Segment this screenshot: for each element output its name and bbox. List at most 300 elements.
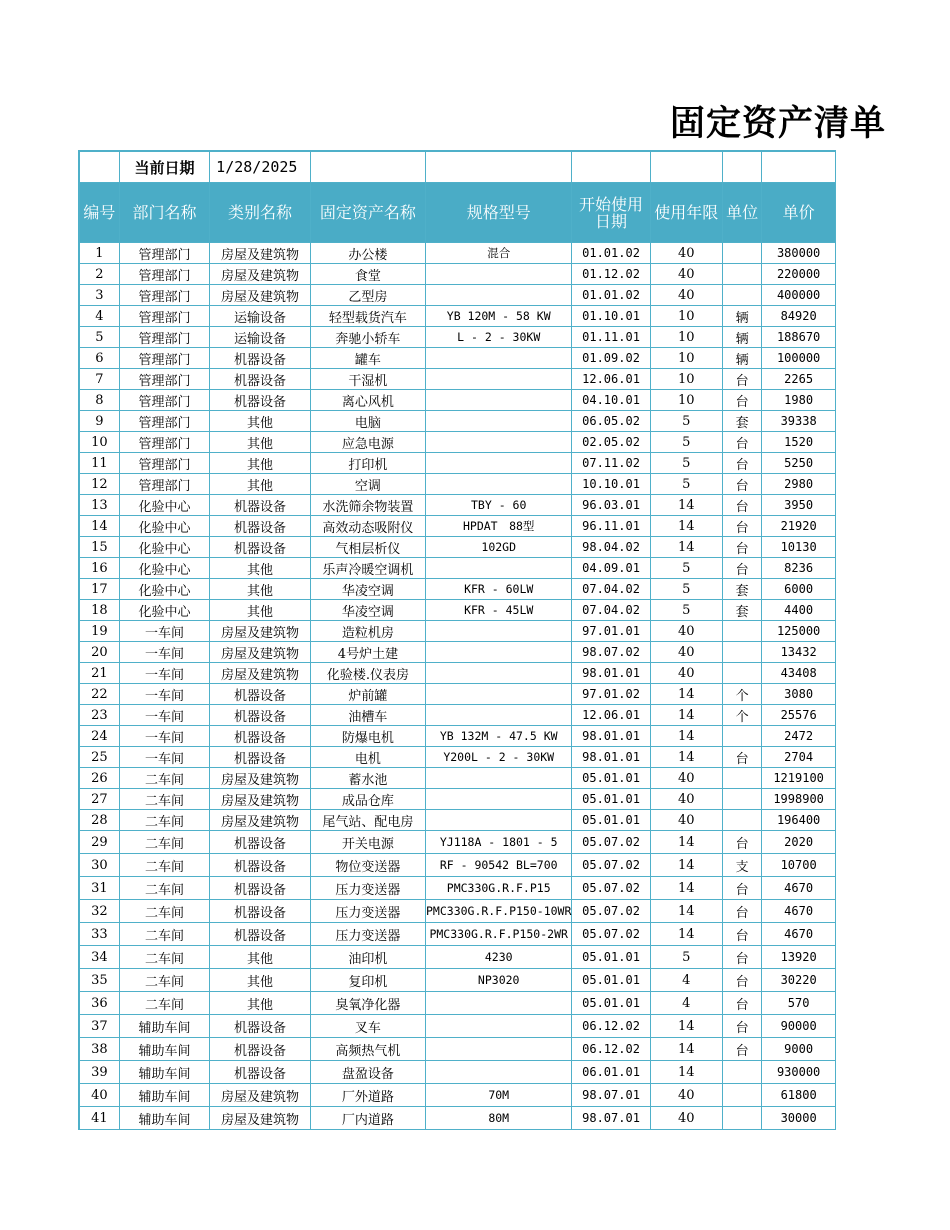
cell-start-date[interactable]: 07.04.02 [572, 600, 650, 621]
cell-category[interactable]: 房屋及建筑物 [210, 768, 311, 789]
cell-spec[interactable] [426, 1015, 572, 1038]
cell-department[interactable]: 一车间 [119, 684, 209, 705]
cell-spec[interactable] [426, 684, 572, 705]
cell-asset-name[interactable]: 物位变送器 [310, 854, 425, 877]
cell-spec[interactable]: 4230 [426, 946, 572, 969]
cell-start-date[interactable]: 05.07.02 [572, 854, 650, 877]
cell-spec[interactable] [426, 453, 572, 474]
cell-asset-name[interactable]: 油槽车 [310, 705, 425, 726]
cell-department[interactable]: 辅助车间 [119, 1038, 209, 1061]
cell-department[interactable]: 管理部门 [119, 264, 209, 285]
cell-id[interactable]: 28 [79, 810, 119, 831]
cell-unit-price[interactable]: 3080 [762, 684, 836, 705]
cell-category[interactable]: 房屋及建筑物 [210, 621, 311, 642]
cell-category[interactable]: 其他 [210, 600, 311, 621]
cell-id[interactable]: 3 [79, 285, 119, 306]
cell-unit[interactable]: 台 [722, 390, 761, 411]
cell-unit[interactable]: 台 [722, 537, 761, 558]
cell-id[interactable]: 14 [79, 516, 119, 537]
cell-start-date[interactable]: 05.07.02 [572, 831, 650, 854]
cell-department[interactable]: 管理部门 [119, 453, 209, 474]
cell-department[interactable]: 一车间 [119, 726, 209, 747]
cell-id[interactable]: 31 [79, 877, 119, 900]
cell-asset-name[interactable]: 气相层析仪 [310, 537, 425, 558]
cell-unit[interactable]: 支 [722, 854, 761, 877]
cell-department[interactable]: 辅助车间 [119, 1015, 209, 1038]
cell-id[interactable]: 18 [79, 600, 119, 621]
cell-unit[interactable]: 台 [722, 432, 761, 453]
cell-category[interactable]: 其他 [210, 946, 311, 969]
cell-department[interactable]: 化验中心 [119, 495, 209, 516]
cell-unit[interactable]: 台 [722, 558, 761, 579]
cell-id[interactable]: 35 [79, 969, 119, 992]
cell-asset-name[interactable]: 高效动态吸附仪 [310, 516, 425, 537]
cell-unit[interactable]: 台 [722, 969, 761, 992]
cell-start-date[interactable]: 98.01.01 [572, 663, 650, 684]
cell-spec[interactable]: PMC330G.R.F.P150-2WR [426, 923, 572, 946]
cell-category[interactable]: 机器设备 [210, 537, 311, 558]
cell-useful-life[interactable]: 14 [650, 537, 722, 558]
cell-start-date[interactable]: 97.01.01 [572, 621, 650, 642]
cell-useful-life[interactable]: 5 [650, 432, 722, 453]
cell-spec[interactable] [426, 642, 572, 663]
cell-unit[interactable]: 套 [722, 600, 761, 621]
cell-useful-life[interactable]: 5 [650, 579, 722, 600]
cell-unit[interactable] [722, 1084, 761, 1107]
cell-unit[interactable] [722, 285, 761, 306]
cell-id[interactable]: 23 [79, 705, 119, 726]
cell-unit[interactable]: 辆 [722, 327, 761, 348]
cell-category[interactable]: 机器设备 [210, 495, 311, 516]
cell-category[interactable]: 机器设备 [210, 877, 311, 900]
cell-start-date[interactable]: 06.12.02 [572, 1038, 650, 1061]
cell-category[interactable]: 其他 [210, 992, 311, 1015]
cell-id[interactable]: 8 [79, 390, 119, 411]
cell-unit-price[interactable]: 84920 [762, 306, 836, 327]
cell-start-date[interactable]: 04.09.01 [572, 558, 650, 579]
cell-spec[interactable] [426, 369, 572, 390]
cell-useful-life[interactable]: 14 [650, 854, 722, 877]
cell-unit[interactable]: 台 [722, 453, 761, 474]
cell-unit[interactable]: 个 [722, 705, 761, 726]
cell-useful-life[interactable]: 14 [650, 684, 722, 705]
cell-unit-price[interactable]: 4670 [762, 900, 836, 923]
cell-asset-name[interactable]: 压力变送器 [310, 923, 425, 946]
cell-spec[interactable]: PMC330G.R.F.P15 [426, 877, 572, 900]
cell-unit-price[interactable]: 30000 [762, 1107, 836, 1130]
cell-department[interactable]: 辅助车间 [119, 1107, 209, 1130]
cell-department[interactable]: 化验中心 [119, 558, 209, 579]
cell-spec[interactable] [426, 663, 572, 684]
cell-start-date[interactable]: 04.10.01 [572, 390, 650, 411]
cell-category[interactable]: 机器设备 [210, 390, 311, 411]
cell-spec[interactable] [426, 432, 572, 453]
cell-id[interactable]: 38 [79, 1038, 119, 1061]
cell-unit-price[interactable]: 43408 [762, 663, 836, 684]
cell-id[interactable]: 16 [79, 558, 119, 579]
cell-unit[interactable]: 套 [722, 411, 761, 432]
cell-category[interactable]: 机器设备 [210, 705, 311, 726]
cell-start-date[interactable]: 05.01.01 [572, 789, 650, 810]
cell-start-date[interactable]: 07.04.02 [572, 579, 650, 600]
cell-category[interactable]: 房屋及建筑物 [210, 243, 311, 264]
cell-category[interactable]: 机器设备 [210, 516, 311, 537]
cell-asset-name[interactable]: 炉前罐 [310, 684, 425, 705]
date-row-cell[interactable] [722, 151, 761, 183]
cell-category[interactable]: 机器设备 [210, 900, 311, 923]
cell-unit[interactable]: 台 [722, 495, 761, 516]
cell-useful-life[interactable]: 40 [650, 621, 722, 642]
cell-id[interactable]: 32 [79, 900, 119, 923]
cell-unit[interactable] [722, 621, 761, 642]
cell-unit[interactable] [722, 264, 761, 285]
cell-useful-life[interactable]: 40 [650, 789, 722, 810]
cell-useful-life[interactable]: 14 [650, 705, 722, 726]
cell-category[interactable]: 其他 [210, 411, 311, 432]
cell-unit-price[interactable]: 4670 [762, 923, 836, 946]
cell-spec[interactable] [426, 789, 572, 810]
cell-spec[interactable] [426, 705, 572, 726]
cell-unit[interactable]: 台 [722, 369, 761, 390]
cell-department[interactable]: 管理部门 [119, 369, 209, 390]
cell-unit[interactable] [722, 1107, 761, 1130]
cell-asset-name[interactable]: 4号炉土建 [310, 642, 425, 663]
cell-department[interactable]: 二车间 [119, 992, 209, 1015]
cell-department[interactable]: 管理部门 [119, 411, 209, 432]
date-row-cell[interactable] [426, 151, 572, 183]
cell-unit-price[interactable]: 125000 [762, 621, 836, 642]
cell-start-date[interactable]: 98.07.02 [572, 642, 650, 663]
cell-department[interactable]: 管理部门 [119, 327, 209, 348]
cell-asset-name[interactable]: 华凌空调 [310, 579, 425, 600]
cell-asset-name[interactable]: 叉车 [310, 1015, 425, 1038]
cell-spec[interactable]: PMC330G.R.F.P150-10WR [426, 900, 572, 923]
cell-unit-price[interactable]: 2265 [762, 369, 836, 390]
cell-id[interactable]: 26 [79, 768, 119, 789]
cell-category[interactable]: 房屋及建筑物 [210, 264, 311, 285]
cell-category[interactable]: 机器设备 [210, 726, 311, 747]
cell-start-date[interactable]: 05.07.02 [572, 877, 650, 900]
cell-asset-name[interactable]: 高频热气机 [310, 1038, 425, 1061]
cell-spec[interactable] [426, 474, 572, 495]
cell-department[interactable]: 一车间 [119, 642, 209, 663]
cell-id[interactable]: 7 [79, 369, 119, 390]
cell-unit-price[interactable]: 10130 [762, 537, 836, 558]
cell-department[interactable]: 一车间 [119, 621, 209, 642]
cell-useful-life[interactable]: 5 [650, 946, 722, 969]
cell-spec[interactable]: YJ118A - 1801 - 5 [426, 831, 572, 854]
cell-category[interactable]: 房屋及建筑物 [210, 789, 311, 810]
cell-category[interactable]: 机器设备 [210, 831, 311, 854]
cell-unit-price[interactable]: 9000 [762, 1038, 836, 1061]
cell-unit[interactable]: 台 [722, 992, 761, 1015]
cell-asset-name[interactable]: 成品仓库 [310, 789, 425, 810]
cell-start-date[interactable]: 01.01.02 [572, 285, 650, 306]
cell-unit-price[interactable]: 100000 [762, 348, 836, 369]
cell-id[interactable]: 5 [79, 327, 119, 348]
cell-useful-life[interactable]: 5 [650, 411, 722, 432]
cell-useful-life[interactable]: 14 [650, 1061, 722, 1084]
cell-start-date[interactable]: 96.03.01 [572, 495, 650, 516]
cell-start-date[interactable]: 02.05.02 [572, 432, 650, 453]
cell-unit-price[interactable]: 21920 [762, 516, 836, 537]
cell-spec[interactable] [426, 285, 572, 306]
cell-category[interactable]: 其他 [210, 969, 311, 992]
cell-asset-name[interactable]: 防爆电机 [310, 726, 425, 747]
cell-id[interactable]: 13 [79, 495, 119, 516]
cell-asset-name[interactable]: 水洗筛余物装置 [310, 495, 425, 516]
cell-id[interactable]: 30 [79, 854, 119, 877]
cell-useful-life[interactable]: 10 [650, 390, 722, 411]
cell-id[interactable]: 9 [79, 411, 119, 432]
cell-spec[interactable]: L - 2 - 30KW [426, 327, 572, 348]
cell-asset-name[interactable]: 厂外道路 [310, 1084, 425, 1107]
cell-asset-name[interactable]: 化验楼.仪表房 [310, 663, 425, 684]
cell-unit[interactable]: 台 [722, 474, 761, 495]
cell-useful-life[interactable]: 14 [650, 1038, 722, 1061]
cell-start-date[interactable]: 01.10.01 [572, 306, 650, 327]
cell-category[interactable]: 其他 [210, 432, 311, 453]
cell-useful-life[interactable]: 10 [650, 327, 722, 348]
cell-useful-life[interactable]: 14 [650, 831, 722, 854]
cell-unit-price[interactable]: 25576 [762, 705, 836, 726]
cell-useful-life[interactable]: 5 [650, 558, 722, 579]
cell-start-date[interactable]: 05.01.01 [572, 768, 650, 789]
cell-start-date[interactable]: 12.06.01 [572, 369, 650, 390]
cell-useful-life[interactable]: 10 [650, 348, 722, 369]
cell-start-date[interactable]: 01.12.02 [572, 264, 650, 285]
cell-id[interactable]: 36 [79, 992, 119, 1015]
cell-id[interactable]: 2 [79, 264, 119, 285]
cell-category[interactable]: 房屋及建筑物 [210, 1084, 311, 1107]
cell-unit[interactable]: 辆 [722, 348, 761, 369]
cell-unit-price[interactable]: 90000 [762, 1015, 836, 1038]
cell-department[interactable]: 二车间 [119, 900, 209, 923]
cell-spec[interactable] [426, 558, 572, 579]
cell-useful-life[interactable]: 40 [650, 1084, 722, 1107]
cell-useful-life[interactable]: 5 [650, 600, 722, 621]
cell-start-date[interactable]: 07.11.02 [572, 453, 650, 474]
cell-id[interactable]: 34 [79, 946, 119, 969]
cell-category[interactable]: 机器设备 [210, 369, 311, 390]
cell-unit-price[interactable]: 13920 [762, 946, 836, 969]
cell-asset-name[interactable]: 造粒机房 [310, 621, 425, 642]
cell-useful-life[interactable]: 14 [650, 495, 722, 516]
cell-spec[interactable]: Y200L - 2 - 30KW [426, 747, 572, 768]
cell-category[interactable]: 房屋及建筑物 [210, 285, 311, 306]
cell-unit-price[interactable]: 380000 [762, 243, 836, 264]
cell-category[interactable]: 运输设备 [210, 306, 311, 327]
cell-unit-price[interactable]: 13432 [762, 642, 836, 663]
cell-unit[interactable] [722, 726, 761, 747]
cell-category[interactable]: 其他 [210, 558, 311, 579]
cell-unit[interactable]: 台 [722, 900, 761, 923]
cell-id[interactable]: 33 [79, 923, 119, 946]
cell-useful-life[interactable]: 40 [650, 264, 722, 285]
cell-start-date[interactable]: 01.09.02 [572, 348, 650, 369]
cell-spec[interactable]: 混合 [426, 243, 572, 264]
cell-unit[interactable]: 台 [722, 877, 761, 900]
cell-useful-life[interactable]: 5 [650, 453, 722, 474]
cell-department[interactable]: 管理部门 [119, 306, 209, 327]
cell-department[interactable]: 一车间 [119, 705, 209, 726]
cell-unit[interactable]: 台 [722, 946, 761, 969]
cell-useful-life[interactable]: 4 [650, 992, 722, 1015]
cell-asset-name[interactable]: 奔驰小轿车 [310, 327, 425, 348]
cell-department[interactable]: 二车间 [119, 877, 209, 900]
cell-spec[interactable]: HPDAT 88型 [426, 516, 572, 537]
cell-asset-name[interactable]: 厂内道路 [310, 1107, 425, 1130]
cell-department[interactable]: 二车间 [119, 969, 209, 992]
cell-unit-price[interactable]: 5250 [762, 453, 836, 474]
cell-id[interactable]: 37 [79, 1015, 119, 1038]
cell-category[interactable]: 机器设备 [210, 1038, 311, 1061]
cell-asset-name[interactable]: 电机 [310, 747, 425, 768]
cell-asset-name[interactable]: 臭氧净化器 [310, 992, 425, 1015]
cell-department[interactable]: 二车间 [119, 831, 209, 854]
date-row-cell[interactable] [650, 151, 722, 183]
cell-asset-name[interactable]: 罐车 [310, 348, 425, 369]
cell-category[interactable]: 其他 [210, 453, 311, 474]
cell-spec[interactable]: 80M [426, 1107, 572, 1130]
cell-useful-life[interactable]: 40 [650, 285, 722, 306]
cell-spec[interactable]: 102GD [426, 537, 572, 558]
cell-unit[interactable]: 套 [722, 579, 761, 600]
cell-id[interactable]: 4 [79, 306, 119, 327]
cell-unit-price[interactable]: 2020 [762, 831, 836, 854]
cell-useful-life[interactable]: 40 [650, 642, 722, 663]
cell-unit-price[interactable]: 570 [762, 992, 836, 1015]
cell-asset-name[interactable]: 食堂 [310, 264, 425, 285]
cell-start-date[interactable]: 01.01.02 [572, 243, 650, 264]
cell-asset-name[interactable]: 应急电源 [310, 432, 425, 453]
cell-unit-price[interactable]: 930000 [762, 1061, 836, 1084]
cell-spec[interactable] [426, 390, 572, 411]
cell-start-date[interactable]: 05.07.02 [572, 923, 650, 946]
cell-unit[interactable] [722, 663, 761, 684]
cell-unit[interactable] [722, 243, 761, 264]
cell-id[interactable]: 17 [79, 579, 119, 600]
cell-spec[interactable]: RF - 90542 BL=700 [426, 854, 572, 877]
cell-id[interactable]: 19 [79, 621, 119, 642]
cell-unit-price[interactable]: 30220 [762, 969, 836, 992]
cell-unit[interactable]: 台 [722, 923, 761, 946]
cell-id[interactable]: 24 [79, 726, 119, 747]
cell-spec[interactable]: YB 132M - 47.5 KW [426, 726, 572, 747]
cell-asset-name[interactable]: 复印机 [310, 969, 425, 992]
cell-department[interactable]: 管理部门 [119, 474, 209, 495]
cell-department[interactable]: 二车间 [119, 810, 209, 831]
cell-unit[interactable]: 台 [722, 516, 761, 537]
cell-department[interactable]: 二车间 [119, 923, 209, 946]
cell-asset-name[interactable]: 轻型载货汽车 [310, 306, 425, 327]
cell-spec[interactable]: KFR - 45LW [426, 600, 572, 621]
cell-asset-name[interactable]: 打印机 [310, 453, 425, 474]
cell-category[interactable]: 房屋及建筑物 [210, 1107, 311, 1130]
cell-asset-name[interactable]: 办公楼 [310, 243, 425, 264]
cell-asset-name[interactable]: 乙型房 [310, 285, 425, 306]
cell-asset-name[interactable]: 干湿机 [310, 369, 425, 390]
cell-category[interactable]: 机器设备 [210, 684, 311, 705]
cell-asset-name[interactable]: 空调 [310, 474, 425, 495]
cell-category[interactable]: 机器设备 [210, 923, 311, 946]
cell-category[interactable]: 房屋及建筑物 [210, 663, 311, 684]
cell-spec[interactable]: 70M [426, 1084, 572, 1107]
cell-department[interactable]: 化验中心 [119, 516, 209, 537]
cell-start-date[interactable]: 98.07.01 [572, 1084, 650, 1107]
cell-useful-life[interactable]: 40 [650, 663, 722, 684]
cell-unit[interactable]: 台 [722, 747, 761, 768]
cell-department[interactable]: 二车间 [119, 854, 209, 877]
cell-asset-name[interactable]: 盘盈设备 [310, 1061, 425, 1084]
cell-spec[interactable] [426, 411, 572, 432]
cell-unit-price[interactable]: 400000 [762, 285, 836, 306]
date-row-cell[interactable] [572, 151, 650, 183]
cell-unit[interactable] [722, 1061, 761, 1084]
cell-unit[interactable]: 台 [722, 1015, 761, 1038]
cell-unit-price[interactable]: 10700 [762, 854, 836, 877]
cell-unit-price[interactable]: 2704 [762, 747, 836, 768]
cell-start-date[interactable]: 05.07.02 [572, 900, 650, 923]
cell-start-date[interactable]: 01.11.01 [572, 327, 650, 348]
cell-asset-name[interactable]: 尾气站、配电房 [310, 810, 425, 831]
cell-category[interactable]: 运输设备 [210, 327, 311, 348]
cell-start-date[interactable]: 06.05.02 [572, 411, 650, 432]
cell-category[interactable]: 其他 [210, 579, 311, 600]
cell-unit[interactable]: 个 [722, 684, 761, 705]
cell-asset-name[interactable]: 开关电源 [310, 831, 425, 854]
cell-start-date[interactable]: 05.01.01 [572, 992, 650, 1015]
cell-unit[interactable] [722, 789, 761, 810]
cell-unit-price[interactable]: 6000 [762, 579, 836, 600]
date-row-cell[interactable] [310, 151, 425, 183]
cell-asset-name[interactable]: 华凌空调 [310, 600, 425, 621]
cell-department[interactable]: 化验中心 [119, 537, 209, 558]
cell-id[interactable]: 41 [79, 1107, 119, 1130]
cell-unit-price[interactable]: 220000 [762, 264, 836, 285]
cell-useful-life[interactable]: 14 [650, 1015, 722, 1038]
cell-category[interactable]: 机器设备 [210, 348, 311, 369]
cell-id[interactable]: 40 [79, 1084, 119, 1107]
cell-id[interactable]: 20 [79, 642, 119, 663]
cell-spec[interactable]: KFR - 60LW [426, 579, 572, 600]
cell-department[interactable]: 一车间 [119, 663, 209, 684]
cell-spec[interactable]: TBY - 60 [426, 495, 572, 516]
cell-id[interactable]: 6 [79, 348, 119, 369]
cell-useful-life[interactable]: 14 [650, 747, 722, 768]
date-row-blank[interactable] [79, 151, 119, 183]
cell-id[interactable]: 15 [79, 537, 119, 558]
cell-unit-price[interactable]: 8236 [762, 558, 836, 579]
cell-start-date[interactable]: 98.01.01 [572, 726, 650, 747]
cell-spec[interactable] [426, 1061, 572, 1084]
cell-useful-life[interactable]: 14 [650, 726, 722, 747]
cell-category[interactable]: 房屋及建筑物 [210, 642, 311, 663]
cell-category[interactable]: 房屋及建筑物 [210, 810, 311, 831]
cell-start-date[interactable]: 05.01.01 [572, 810, 650, 831]
cell-asset-name[interactable]: 油印机 [310, 946, 425, 969]
cell-useful-life[interactable]: 14 [650, 877, 722, 900]
cell-asset-name[interactable]: 电脑 [310, 411, 425, 432]
cell-start-date[interactable]: 98.07.01 [572, 1107, 650, 1130]
cell-unit[interactable]: 台 [722, 1038, 761, 1061]
cell-unit-price[interactable]: 1998900 [762, 789, 836, 810]
cell-unit-price[interactable]: 2980 [762, 474, 836, 495]
cell-department[interactable]: 辅助车间 [119, 1084, 209, 1107]
cell-useful-life[interactable]: 14 [650, 900, 722, 923]
cell-useful-life[interactable]: 40 [650, 243, 722, 264]
cell-department[interactable]: 辅助车间 [119, 1061, 209, 1084]
